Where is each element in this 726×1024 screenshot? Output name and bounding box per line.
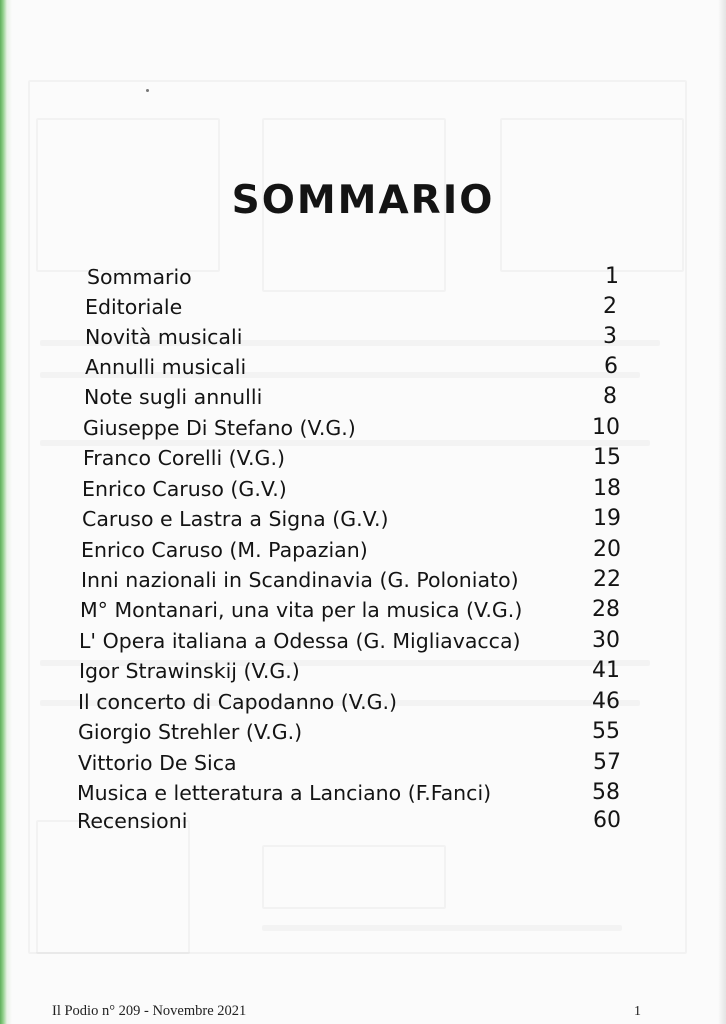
footer-issue-line: Il Podio n° 209 - Novembre 2021	[52, 1003, 247, 1019]
toc-entry	[78, 687, 623, 717]
toc-entry	[81, 565, 626, 595]
toc-entry	[87, 262, 627, 292]
toc-entry-page: 18	[593, 476, 621, 501]
toc-entry	[77, 778, 622, 808]
toc-entry-title: M° Montanari, una vita per la musica (V.G.)	[80, 598, 523, 622]
toc-entry-title: L' Opera italiana a Odessa (G. Migliavacca)	[79, 629, 521, 653]
toc-entry-page: 10	[592, 415, 620, 440]
toc-entry	[77, 806, 622, 836]
toc-entry-title: Caruso e Lastra a Signa (G.V.)	[82, 507, 389, 531]
toc-entry-title: Novità musicali	[85, 325, 243, 349]
toc-entry-title: Enrico Caruso (G.V.)	[82, 477, 287, 501]
toc-entry	[81, 535, 621, 565]
toc-entry	[85, 352, 625, 382]
toc-entry-title: Il concerto di Capodanno (V.G.)	[78, 690, 398, 714]
toc-entry-page: 8	[603, 384, 617, 409]
toc-entry-title: Giuseppe Di Stefano (V.G.)	[83, 416, 356, 440]
toc-entry-page: 6	[604, 354, 618, 379]
toc-entry-page: 15	[593, 445, 621, 470]
toc-entry	[78, 748, 623, 778]
toc-entry	[80, 595, 625, 625]
toc-entry-title: Annulli musicali	[85, 355, 247, 379]
toc-entry-page: 60	[593, 808, 621, 833]
toc-entry-page: 20	[593, 537, 621, 562]
toc-entry-page: 58	[592, 780, 620, 805]
toc-entry-title: Inni nazionali in Scandinavia (G. Poloniato)	[81, 568, 519, 592]
toc-entry-title: Sommario	[87, 265, 192, 289]
toc-entry-page: 55	[592, 719, 620, 744]
toc-entry	[79, 626, 624, 656]
toc-entry-page: 22	[593, 567, 621, 592]
toc-entry	[84, 382, 624, 412]
toc-entry	[78, 717, 623, 747]
toc-entry-page: 57	[593, 750, 621, 775]
page-title: SOMMARIO	[231, 178, 495, 224]
toc-entry	[79, 656, 624, 686]
toc-entry-title: Enrico Caruso (M. Papazian)	[81, 538, 368, 562]
toc-entry-title: Franco Corelli (V.G.)	[83, 446, 285, 470]
toc-entry	[82, 504, 622, 534]
toc-entry-title: Editoriale	[85, 295, 183, 319]
toc-entry-title: Musica e letteratura a Lanciano (F.Fanci)	[77, 781, 492, 805]
toc-entry	[85, 292, 625, 322]
toc-entry-page: 41	[592, 658, 620, 683]
toc-entry	[82, 474, 622, 504]
toc-entry-title: Vittorio De Sica	[78, 751, 237, 775]
toc-entry-page: 1	[605, 264, 619, 289]
toc-entry	[83, 413, 623, 443]
toc-entry-page: 2	[603, 294, 617, 319]
toc-entry-title: Igor Strawinskij (V.G.)	[79, 659, 300, 683]
toc-entry-page: 3	[603, 324, 617, 349]
toc-entry-title: Note sugli annulli	[84, 385, 263, 409]
toc-entry-page: 30	[592, 628, 620, 653]
toc-entry-title: Recensioni	[77, 809, 188, 833]
toc-entry-page: 19	[593, 506, 621, 531]
toc-entry-page: 46	[592, 689, 620, 714]
toc-entry-title: Giorgio Strehler (V.G.)	[78, 720, 303, 744]
toc-entry-page: 28	[592, 597, 620, 622]
page-number: 1	[634, 1004, 641, 1019]
toc-entry	[85, 322, 625, 352]
toc-entry	[83, 443, 623, 473]
